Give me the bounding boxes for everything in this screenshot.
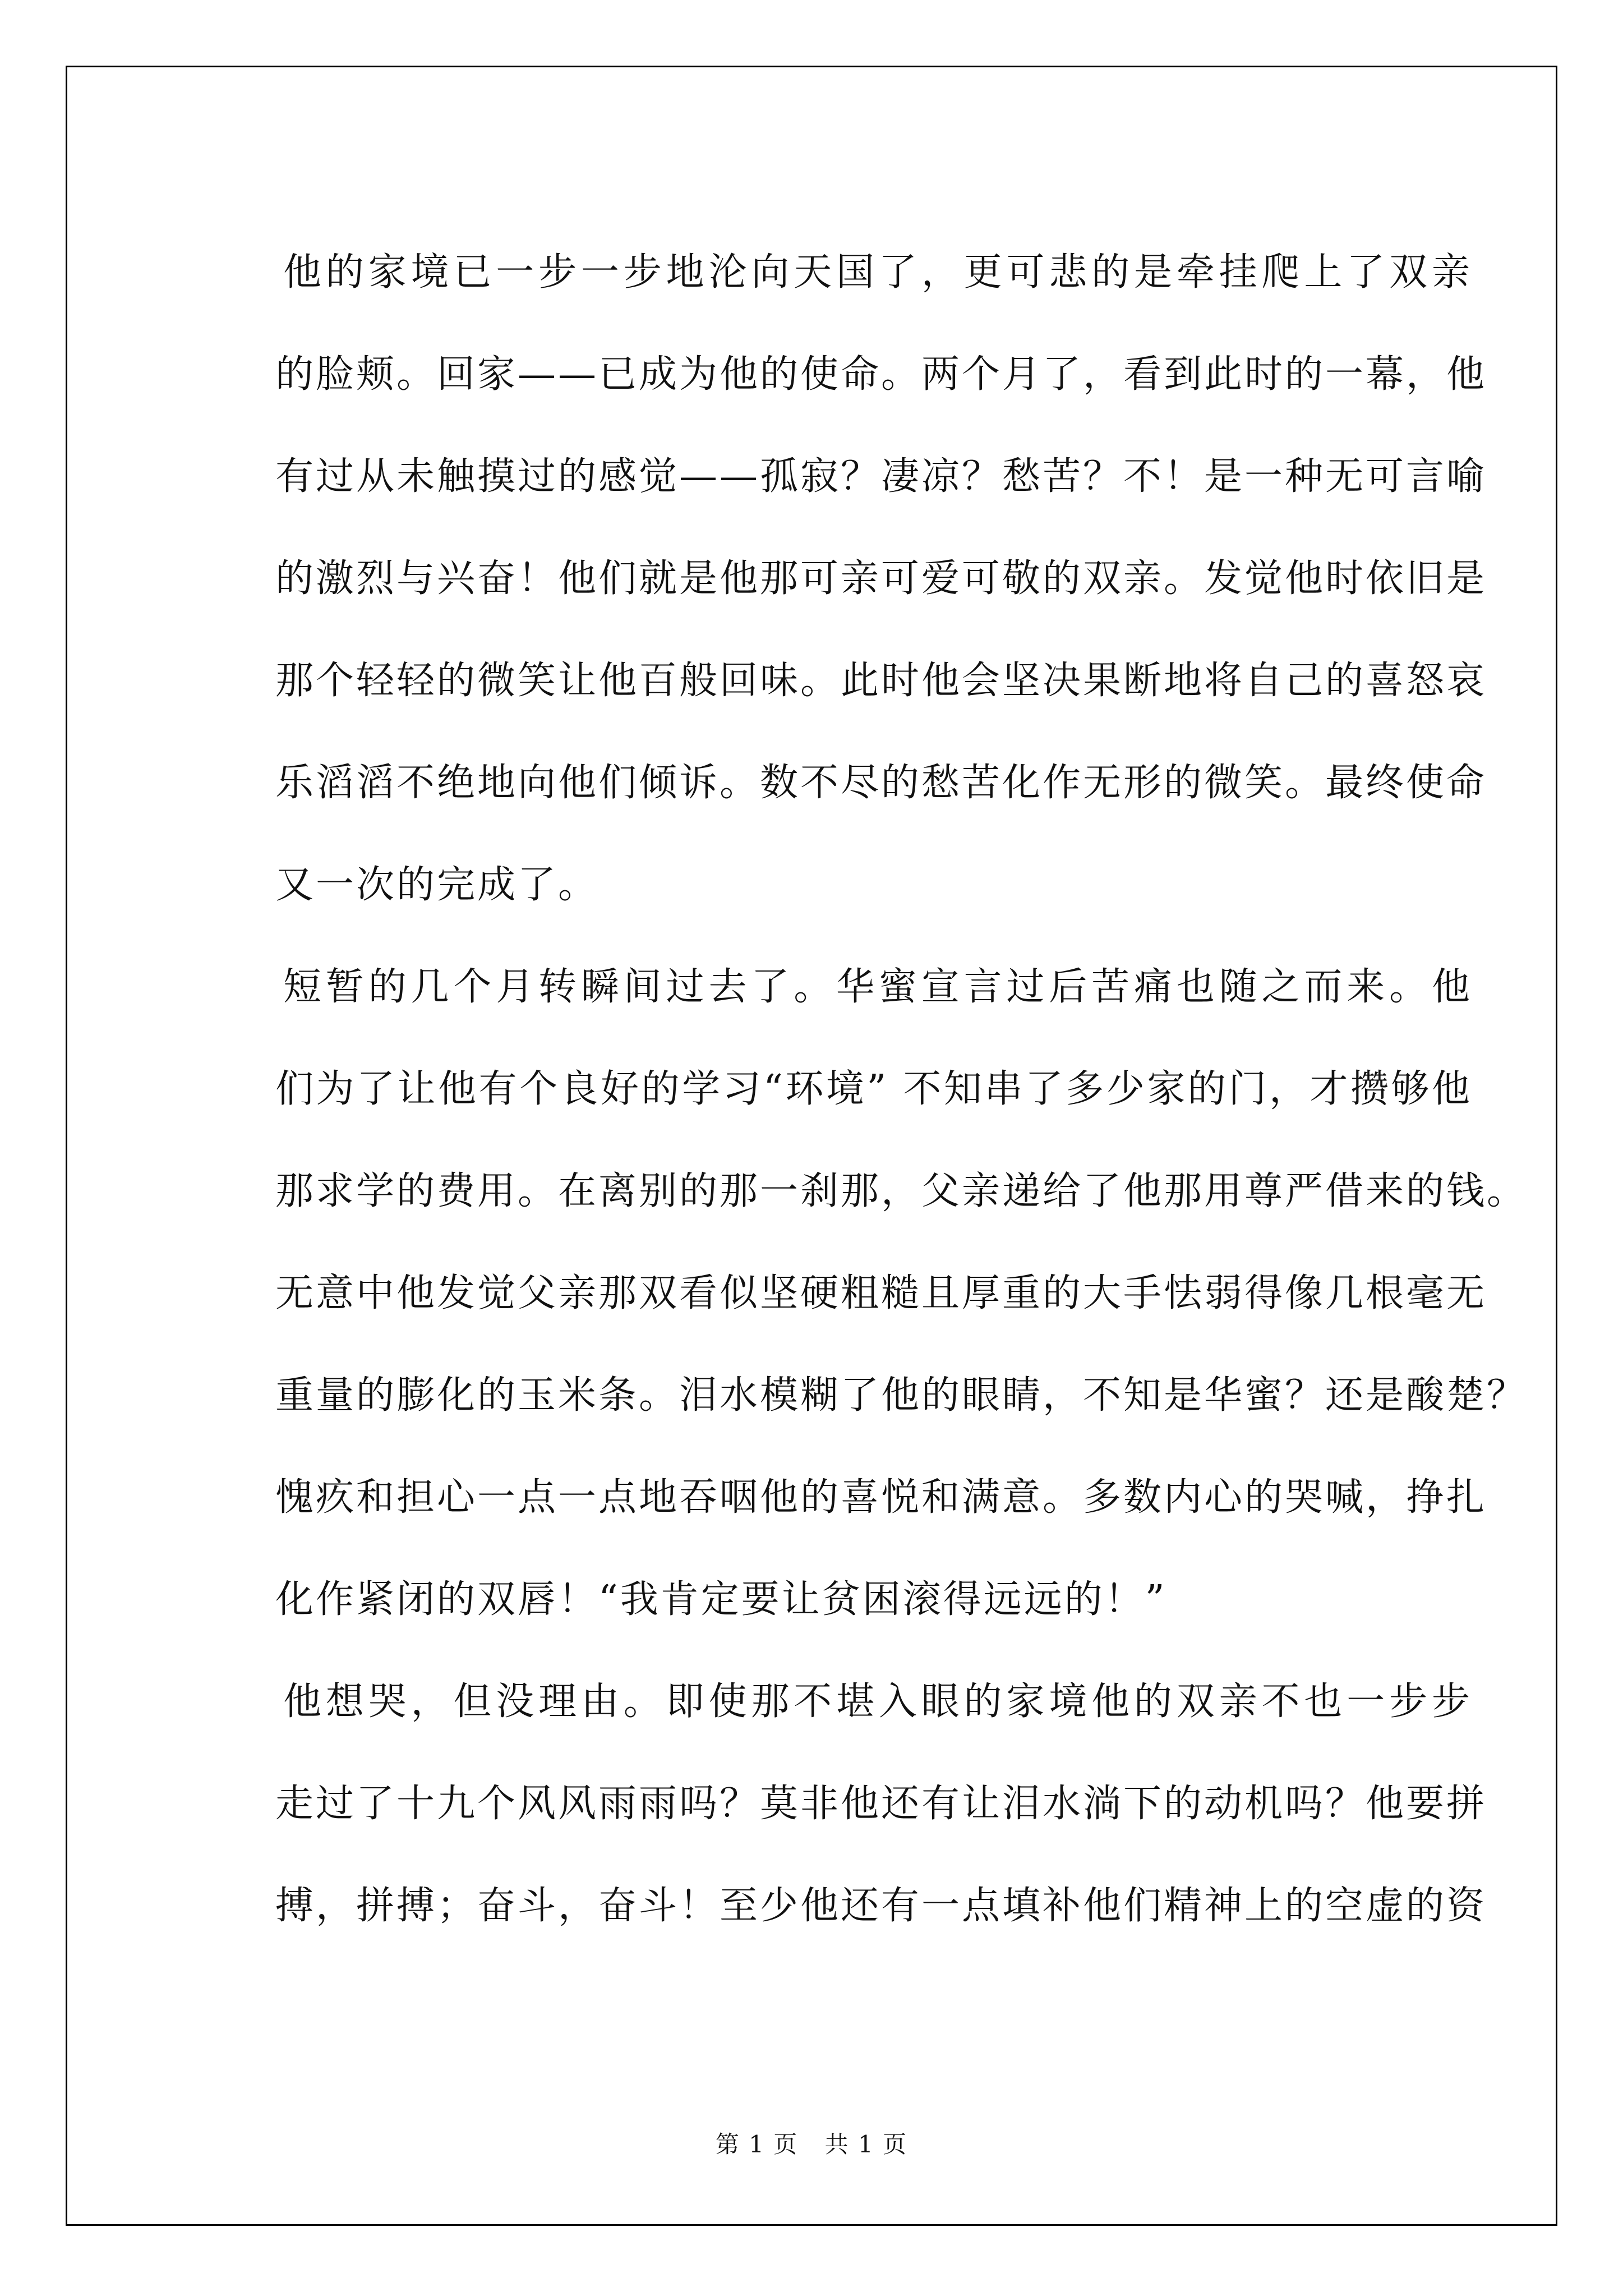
paragraph	[199, 936, 1528, 1651]
text-line: 的激烈与兴奋！他们就是他那可亲可爱可敬的双亲。发觉他时依旧是	[275, 556, 1487, 601]
text-line: 走过了十九个风风雨雨吗？莫非他还有让泪水淌下的动机吗？他要拼	[275, 1782, 1487, 1826]
text-line: 短暂的几个月转瞬间过去了。华蜜宣言过后苦痛也随之而来。他	[283, 965, 1472, 1009]
paragraph	[199, 1651, 1487, 1957]
text-line: 又一次的完成了。	[275, 863, 599, 907]
text-line: 们为了让他有个良好的学习“环境” 不知串了多少家的门，才攒够他	[275, 1067, 1472, 1111]
page-number: 第 1 页	[715, 2131, 799, 2158]
text-line: 愧疚和担心一点一点地吞咽他的喜悦和满意。多数内心的哭喊，挣扎	[275, 1475, 1487, 1520]
text-line: 有过从未触摸过的感觉——孤寂？凄凉？愁苦？不！是一种无可言喻	[275, 454, 1487, 499]
paragraph	[199, 222, 1487, 936]
text-line: 他想哭，但没理由。即使那不堪入眼的家境他的双亲不也一步步	[283, 1680, 1472, 1724]
page-footer	[0, 2126, 1623, 2160]
text-line: 重量的膨化的玉米条。泪水模糊了他的眼睛，不知是华蜜？还是酸楚？	[275, 1373, 1528, 1418]
text-line: 化作紧闭的双唇！“我肯定要让贫困滚得远远的！”	[275, 1577, 1167, 1622]
text-line: 那个轻轻的微笑让他百般回味。此时他会坚决果断地将自己的喜怒哀	[275, 659, 1487, 703]
text-line: 乐滔滔不绝地向他们倾诉。数不尽的愁苦化作无形的微笑。最终使命	[275, 761, 1487, 805]
document-body	[199, 222, 1528, 1957]
text-line: 的脸颊。回家——已成为他的使命。两个月了，看到此时的一幕，他	[275, 352, 1487, 397]
text-line: 无意中他发觉父亲那双看似坚硬粗糙且厚重的大手怯弱得像几根毫无	[275, 1271, 1487, 1315]
text-line: 搏，拼搏；奋斗，奋斗！至少他还有一点填补他们精神上的空虚的资	[275, 1884, 1487, 1928]
text-line: 那求学的费用。在离别的那一刹那，父亲递给了他那用尊严借来的钱。	[275, 1169, 1528, 1213]
page-total: 共 1 页	[824, 2131, 908, 2158]
text-line: 他的家境已一步一步地沦向天国了，更可悲的是牵挂爬上了双亲	[283, 250, 1472, 295]
